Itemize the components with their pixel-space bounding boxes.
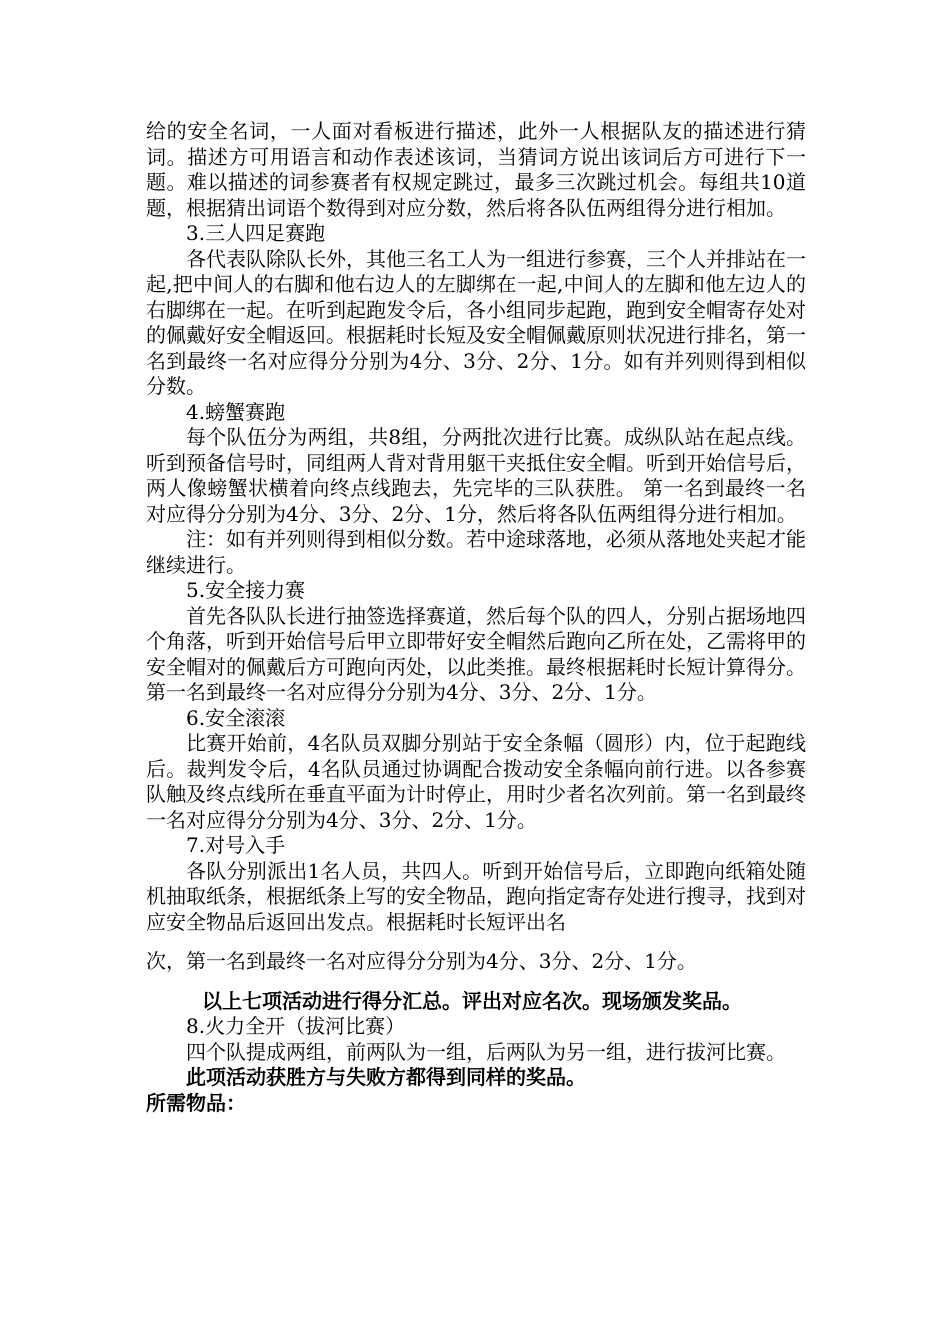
heading-three-legged-race: 3.三人四足赛跑 (186, 221, 326, 245)
summary-statement: 以上七项活动进行得分汇总。评出对应名次。现场颁发奖品。 (202, 988, 742, 1013)
document-page (146, 119, 806, 1116)
heading-tug-of-war: 8.火力全开（拔河比赛） (186, 1014, 406, 1038)
paragraph-tug-of-war: 四个队提成两组，前两队为一组，后两队为另一组，进行拔河比赛。 (186, 1039, 786, 1064)
paragraph-three-legged-race: 各代表队除队长外，其他三名工人为一组进行参赛，三个人并排站在一起,把中间人的右脚和他右边人的左脚绑在一起,中间人的左脚和他左边人的右脚绑在一起。在听到起跑发令后，各小组同步起跑，跑到安全帽寄存处对的佩戴好安全帽返回。根据耗时长短及安全帽佩戴原则状况进行排名，第一名到最终一名对应得分分别为4分、3分、2分、1分。如有并列则得到相似分数。 (146, 246, 806, 398)
prize-statement: 此项活动获胜方与失败方都得到同样的奖品。 (186, 1065, 586, 1089)
paragraph-safety-rolling: 比赛开始前，4名队员双脚分别站于安全条幅（圆形）内，位于起跑线后。裁判发令后，4名队员通过协调配合拨动安全条幅向前行进。以各参赛队触及终点线所在垂直平面为计时停止，用时少者名次列前。第一名到最终一名对应得分分别为4分、3分、2分、1分。 (146, 731, 806, 832)
heading-safety-rolling: 6.安全滚滚 (186, 705, 286, 730)
paragraph-crab-race: 每个队伍分为两组，共8组，分两批次进行比赛。成纵队站在起点线。听到预备信号时，同组两人背对背用躯干夹抵住安全帽。听到开始信号后，两人像螃蟹状横着向终点线跑去，先完毕的三队获胜。 第一名到最终一名对应得分分别为4分、3分、2分、1分，然后将各队伍两组得分进行相加。 (146, 425, 806, 526)
heading-match-items: 7.对号入手 (186, 833, 286, 857)
paragraph-match-items-continued: 次，第一名到最终一名对应得分分别为4分、3分、2分、1分。 (146, 949, 697, 973)
paragraph-match-items: 各队分别派出1名人员，共四人。听到开始信号后，立即跑向纸箱处随机抽取纸条，根据纸条上写的安全物品，跑向指定寄存处进行搜寻，找到对应安全物品后返回出发点。根据耗时长短评出名 (146, 858, 806, 934)
paragraph-crab-race-note: 注：如有并列则得到相似分数。若中途球落地，必须从落地处夹起才能继续进行。 (146, 527, 806, 577)
required-items-heading: 所需物品： (146, 1090, 246, 1115)
heading-safety-relay: 5.安全接力赛 (186, 578, 306, 602)
paragraph-safety-relay: 首先各队队长进行抽签选择赛道，然后每个队的四人，分别占据场地四个角落，听到开始信号后甲立即带好安全帽然后跑向乙所在处，乙需将甲的安全帽对的佩戴后方可跑向丙处，以此类推。最终根据耗时长短计算得分。第一名到最终一名对应得分分别为4分、3分、2分、1分。 (146, 603, 806, 704)
heading-crab-race: 4.螃蟹赛跑 (186, 399, 286, 424)
paragraph-guess-word-rules: 给的安全名词，一人面对看板进行描述，此外一人根据队友的描述进行猜词。描述方可用语言和动作表述该词，当猜词方说出该词后方可进行下一题。难以描述的词参赛者有权规定跳过，最多三次跳过机会。每组共10道题，根据猜出词语个数得到对应分数，然后将各队伍两组得分进行相加。 (146, 119, 806, 220)
